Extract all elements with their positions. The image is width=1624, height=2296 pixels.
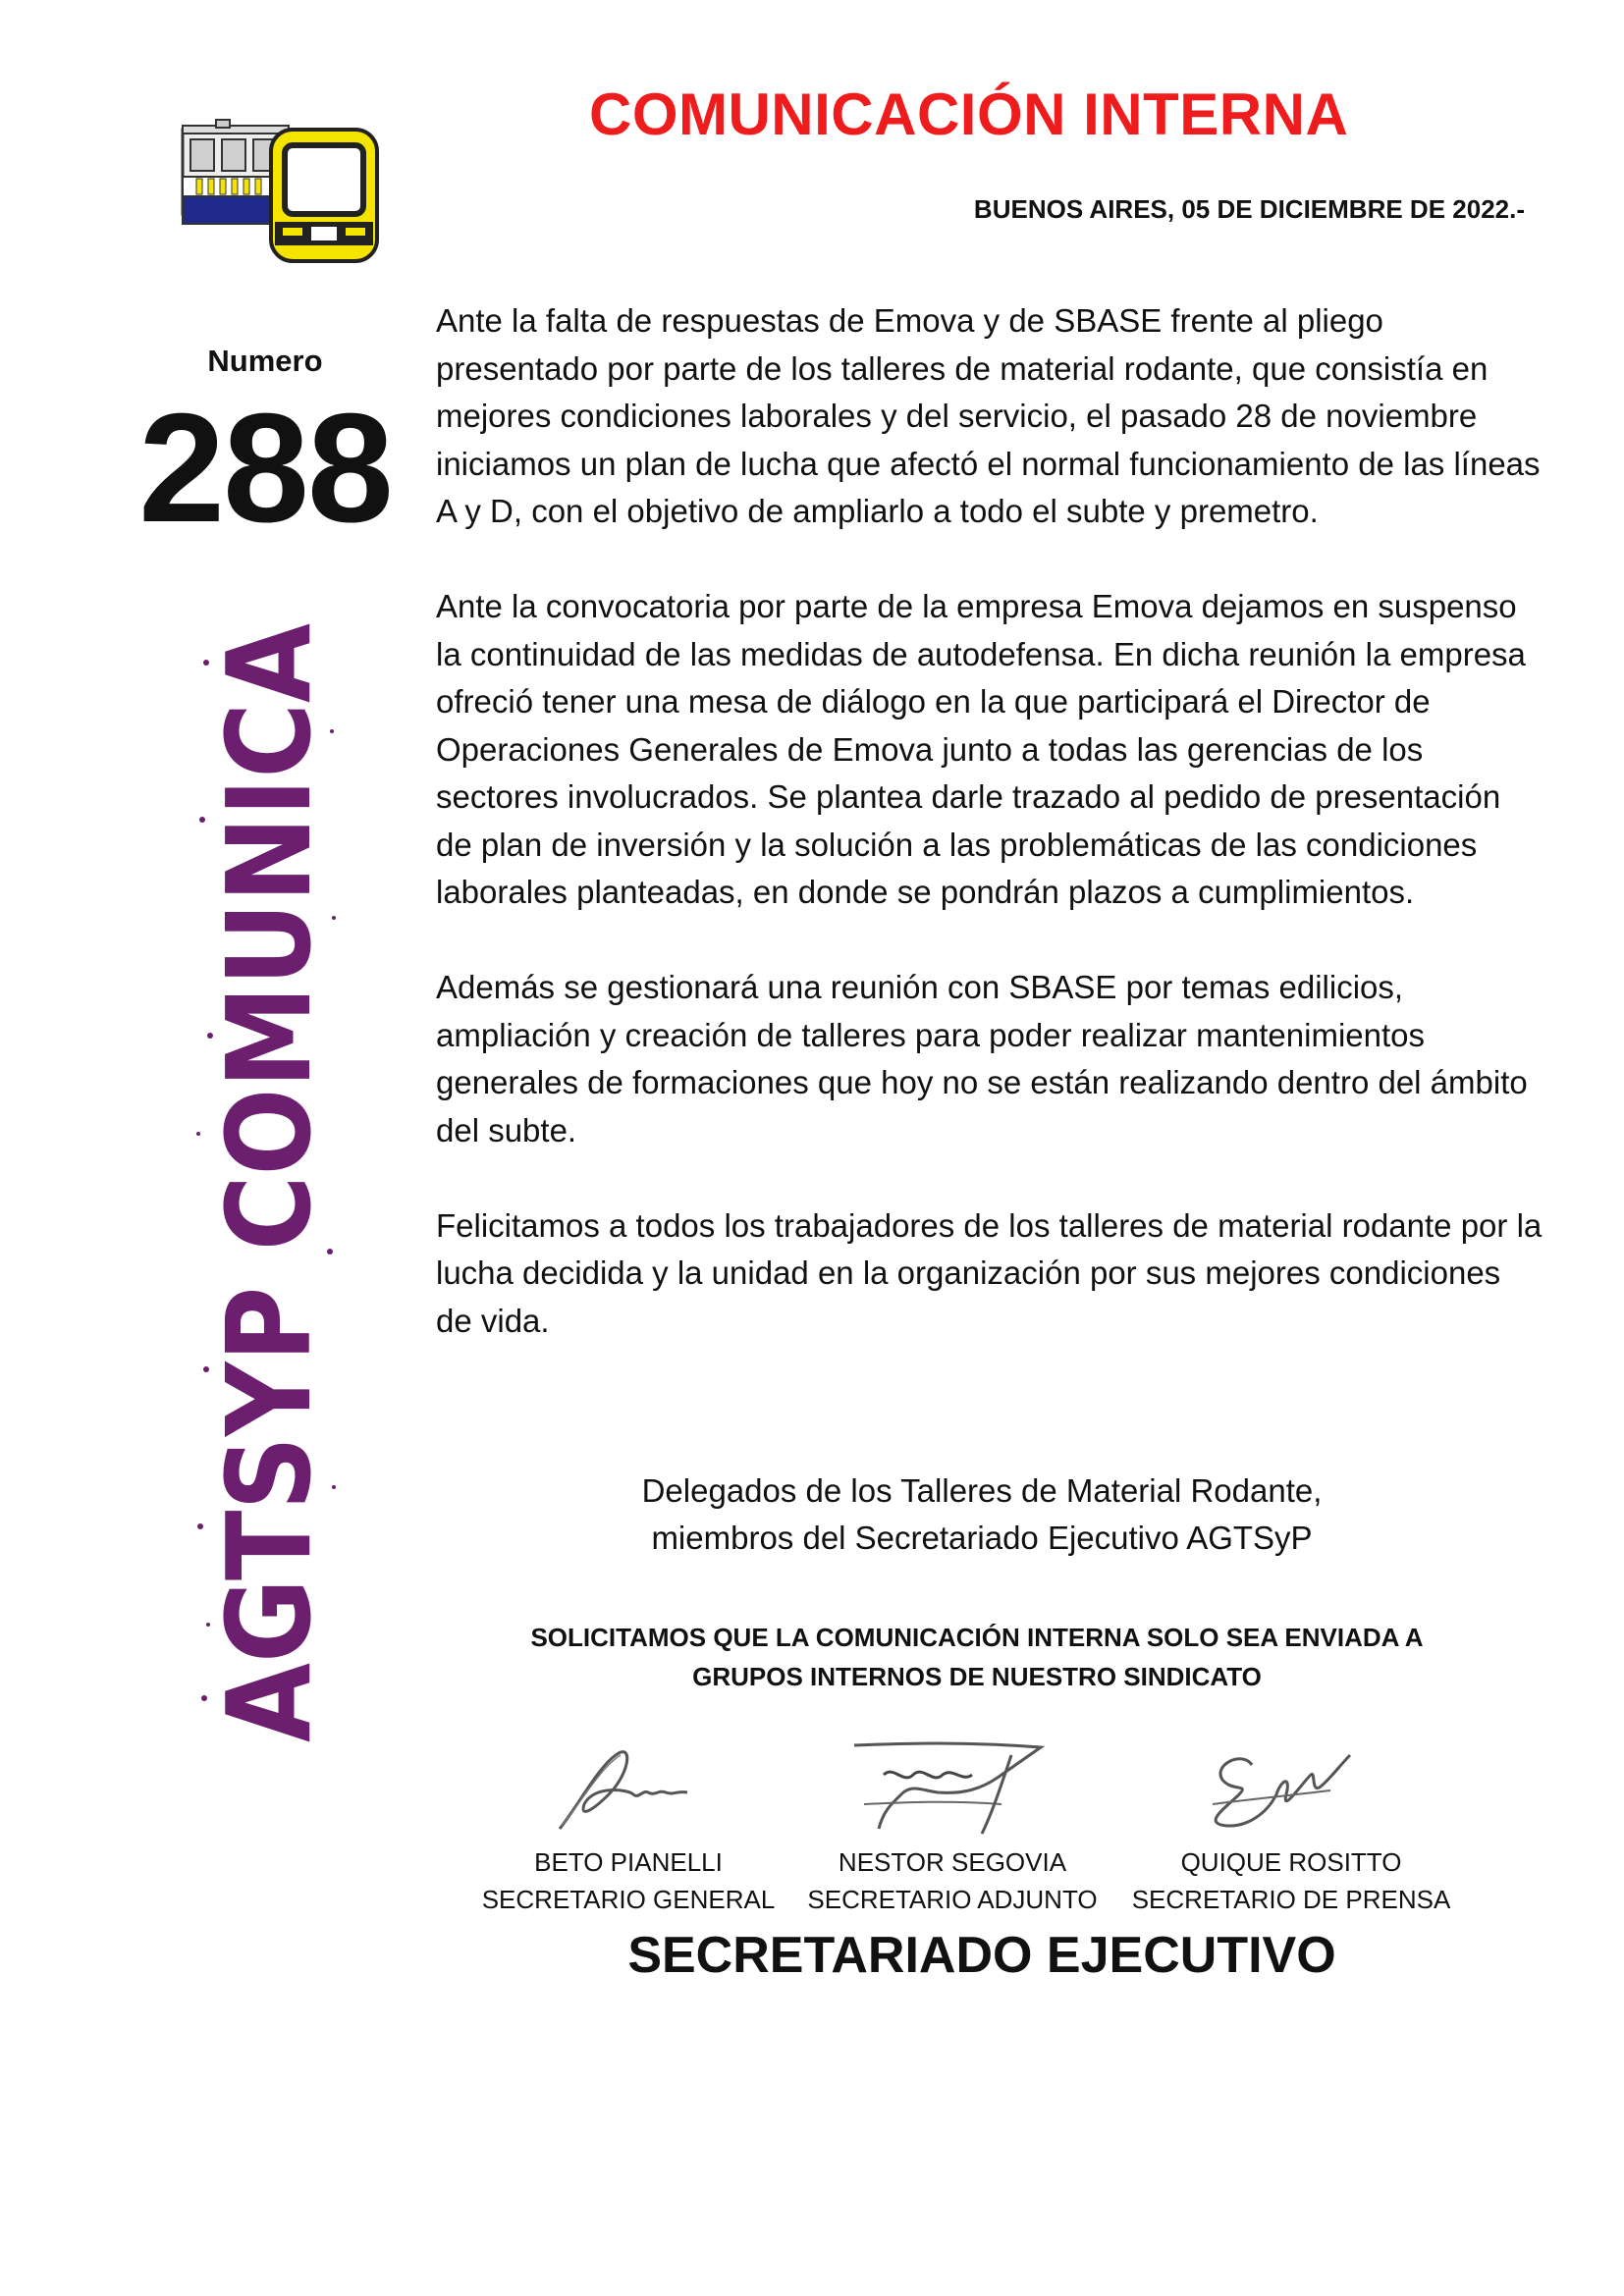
distribution-request (461, 1618, 1492, 1696)
closing-signature-text (550, 1468, 1414, 1562)
issue-number: 288 (138, 382, 392, 555)
body-paragraph-1: Ante la falta de respuestas de Emova y de SBASE frente al pliego presentado por parte de los talleres de material rodante, que consistía en mejores condiciones laborales y del servicio, el pasado 28 de noviembre iniciamos un plan de lucha que afectó el normal funcionamiento de las líneas A y D, con el objetivo de ampliarlo a todo el subte y premetro. (436, 302, 1541, 529)
request-line-2: GRUPOS INTERNOS DE NUESTRO SINDICATO (692, 1662, 1262, 1691)
executive-secretariat-footer: SECRETARIADO EJECUTIVO (627, 1927, 1336, 1984)
closing-line-1: Delegados de los Talleres de Material Rodante, (641, 1472, 1323, 1509)
agtsyp-comunica-banner (187, 623, 344, 1747)
signature-block (461, 1735, 795, 1918)
signatory-role: SECRETARIO GENERAL (481, 1885, 776, 1914)
signatory-name: BETO PIANELLI (534, 1847, 723, 1877)
issue-number-label: Numero (207, 344, 323, 378)
signatory-name: QUIQUE ROSITTO (1180, 1847, 1402, 1877)
signature-block (785, 1735, 1119, 1918)
handwritten-signature-icon (540, 1735, 717, 1843)
document-title: COMUNICACIÓN INTERNA (589, 81, 1349, 147)
train-logo-icon (177, 116, 383, 263)
signatory-name: NESTOR SEGOVIA (838, 1847, 1067, 1877)
body-paragraph-2: Ante la convocatoria por parte de la empresa Emova dejamos en suspenso la continuidad de las medidas de autodefensa. En dicha reunión la empresa ofreció tener una mesa de diálogo en la que participará el Director de Operaciones Generales de Emova junto a todas las gerencias de los sectores involucrados. Se plantea darle trazado al pedido de presentación de plan de inversión y la solución a las problemáticas de las condiciones laborales planteadas, en donde se pondrán plazos a cumplimientos. (436, 588, 1526, 910)
document-body (436, 297, 1545, 1393)
document-date: BUENOS AIRES, 05 DE DICIEMBRE DE 2022.- (973, 194, 1525, 224)
request-line-1: SOLICITAMOS QUE LA COMUNICACIÓN INTERNA SOLO SEA ENVIADA A (530, 1623, 1424, 1652)
handwritten-signature-icon (1183, 1735, 1399, 1843)
banner-text: AGTSYP COMUNICA (201, 623, 337, 1742)
signature-block (1124, 1735, 1458, 1918)
handwritten-signature-icon (844, 1735, 1060, 1843)
signatory-role: SECRETARIO DE PRENSA (1131, 1885, 1451, 1914)
closing-line-2: miembros del Secretariado Ejecutivo AGTSyP (651, 1520, 1313, 1556)
body-paragraph-4: Felicitamos a todos los trabajadores de los talleres de material rodante por la lucha decidida y la unidad en la organización por sus mejores condiciones de vida. (436, 1206, 1543, 1339)
signatory-role: SECRETARIO ADJUNTO (807, 1885, 1098, 1914)
body-paragraph-3: Además se gestionará una reunión con SBASE por temas edilicios, ampliación y creación de talleres para poder realizar mantenimientos generales de formaciones que hoy no se están realizando dentro del ámbito del subte. (436, 969, 1528, 1148)
